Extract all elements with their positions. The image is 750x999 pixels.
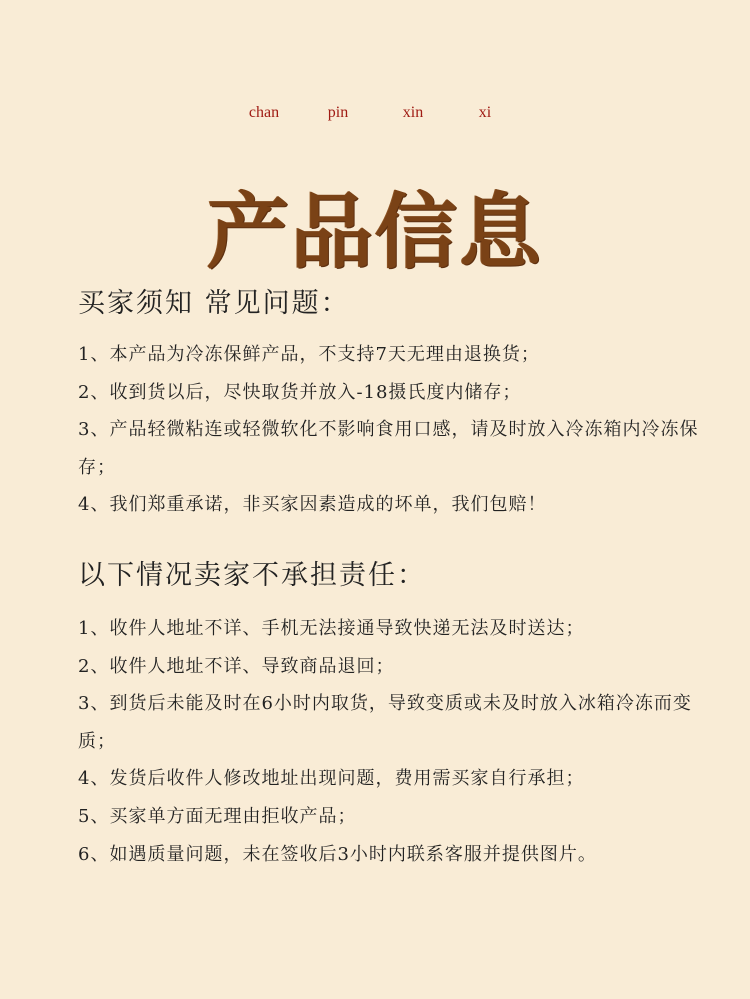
title-pinyin	[0, 104, 750, 126]
seller-disclaimer-item: 5、买家单方面无理由拒收产品；	[78, 805, 357, 827]
page-title: 产品信息	[206, 184, 543, 280]
buyer-notice-section	[78, 284, 718, 524]
buyer-notice-heading: 买家须知 常见问题：	[78, 288, 350, 319]
buyer-notice-item: 1、本产品为冷冻保鲜产品，不支持7天无理由退换货；	[78, 344, 540, 365]
pinyin-xin: xin	[402, 104, 424, 121]
buyer-notice-item: 2、收到货以后，尽快取货并放入-18摄氏度内储存；	[78, 381, 522, 403]
seller-disclaimer-item: 2、收件人地址不详、导致商品退回；	[78, 655, 395, 677]
buyer-notice-item: 3、产品轻微粘连或轻微软化不影响食用口感，请及时放入冷冻箱内冷冻保存；	[78, 419, 699, 478]
pinyin-pin: pin	[327, 104, 349, 121]
seller-disclaimer-item: 1、收件人地址不详、手机无法接通导致快递无法及时送达；	[78, 618, 585, 639]
seller-disclaimer-heading: 以下情况卖家不承担责任：	[78, 560, 426, 591]
seller-disclaimer-item: 6、如遇质量问题，未在签收后3小时内联系客服并提供图片。	[78, 843, 597, 865]
pinyin-chan: chan	[248, 104, 280, 121]
buyer-notice-item: 4、我们郑重承诺，非买家因素造成的坏单，我们包赔！	[78, 494, 547, 515]
seller-disclaimer-item: 4、发货后收件人修改地址出现问题，费用需买家自行承担；	[78, 768, 585, 790]
seller-disclaimer-item: 3、到货后未能及时在6小时内取货，导致变质或未及时放入冰箱冷冻而变质；	[78, 693, 692, 752]
seller-disclaimer-section	[78, 556, 718, 873]
pinyin-xi: xi	[478, 104, 492, 121]
